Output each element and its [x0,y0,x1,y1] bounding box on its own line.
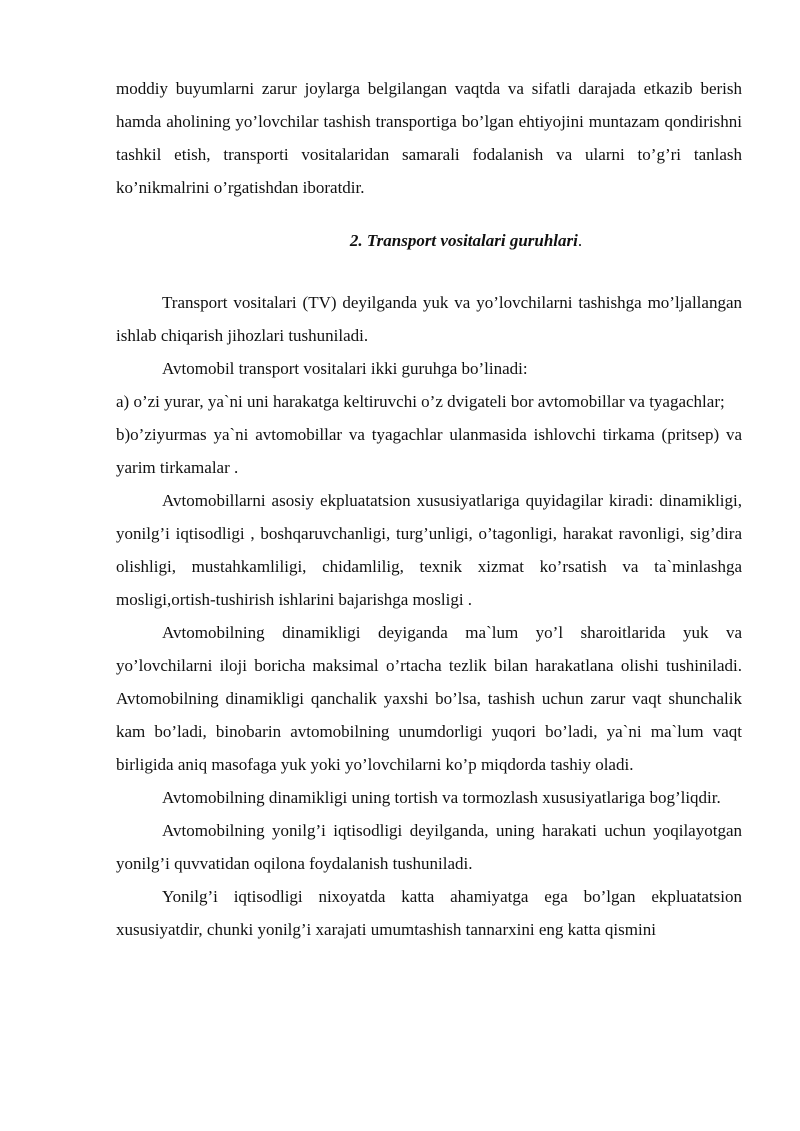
document-body [116,72,742,946]
section-heading-text: 2. Transport vositalari guruhlari [349,231,578,250]
section-heading-dot: . [577,231,583,250]
list-item-a: a) o’zi yurar, ya`ni uni harakatga keltiruvchi o’z dvigateli bor avtomobillar va tyagachlar; [116,392,725,411]
paragraph-fuel-economy: Avtomobilning yonilg’i iqtisodligi deyilganda, uning harakati uchun yoqilayotgan yonilg’i quvvatidan oqilona foydalanish tushuniladi. [116,821,742,873]
paragraph-dynamics: Avtomobilning dinamikligi deyiganda ma`lum yo’l sharoitlarida yuk va yo’lovchilarni iloji boricha maksimal o’rtacha tezlik bilan harakatlana olishi tushiniladi. Avtomobilning dinamikligi qanchalik yaxshi bo’lsa, tashish uchun zarur vaqt shunchalik kam bo’ladi, binobarin avtomobilning unumdorligi yuqori bo’ladi, ya`ni ma`lum vaqt birligida aniq masofaga yuk yoki yo’lovchilarni ko’p miqdorda tashiy oladi. [116,623,742,774]
paragraph-tv-definition: Transport vositalari (TV) deyilganda yuk va yo’lovchilarni tashishga mo’ljallangan ishlab chiqarish jihozlari tushuniladi. [116,293,742,345]
paragraph-properties: Avtomobillarni asosiy ekpluatatsion xususiyatlariga quyidagilar kiradi: dinamikligi, yonilg’i iqtisodligi , boshqaruvchanligi, turg’unligi, o’tagonligi, harakat ravonligi, sig’dira olishligi, mustahkamliligi, chidamlilig, texnik xizmat ko’rsatish va ta`minlashga mosligi,ortish-tushirish ishlarini bajarishga mosligi . [116,491,742,609]
list-item-b: b)o’ziyurmas ya`ni avtomobillar va tyagachlar ulanmasida ishlovchi tirkama (pritsep) va yarim tirkamalar . [116,425,742,477]
intro-paragraph: moddiy buyumlarni zarur joylarga belgilangan vaqtda va sifatli darajada etkazib berish hamda aholining yo’lovchilar tashish transportiga bo’lgan ehtiyojini muntazam qondirishni tashkil etish, transporti vositalaridan samarali fodalanish va ularni to’g’ri tanlash ko’nikmalrini o’rgatishdan iboratdir. [116,79,742,197]
paragraph-dynamics-dependency: Avtomobilning dinamikligi uning tortish va tormozlash xususiyatlariga bog’liqdir. [162,788,721,807]
paragraph-fuel-importance: Yonilg’i iqtisodligi nixoyatda katta ahamiyatga ega bo’lgan ekpluatatsion xususiyatdir, chunki yonilg’i xarajati umumtashish tannarxini eng katta qismini [116,887,742,939]
paragraph-groups-intro: Avtomobil transport vositalari ikki guruhga bo’linadi: [162,359,528,378]
section-heading [116,224,742,257]
